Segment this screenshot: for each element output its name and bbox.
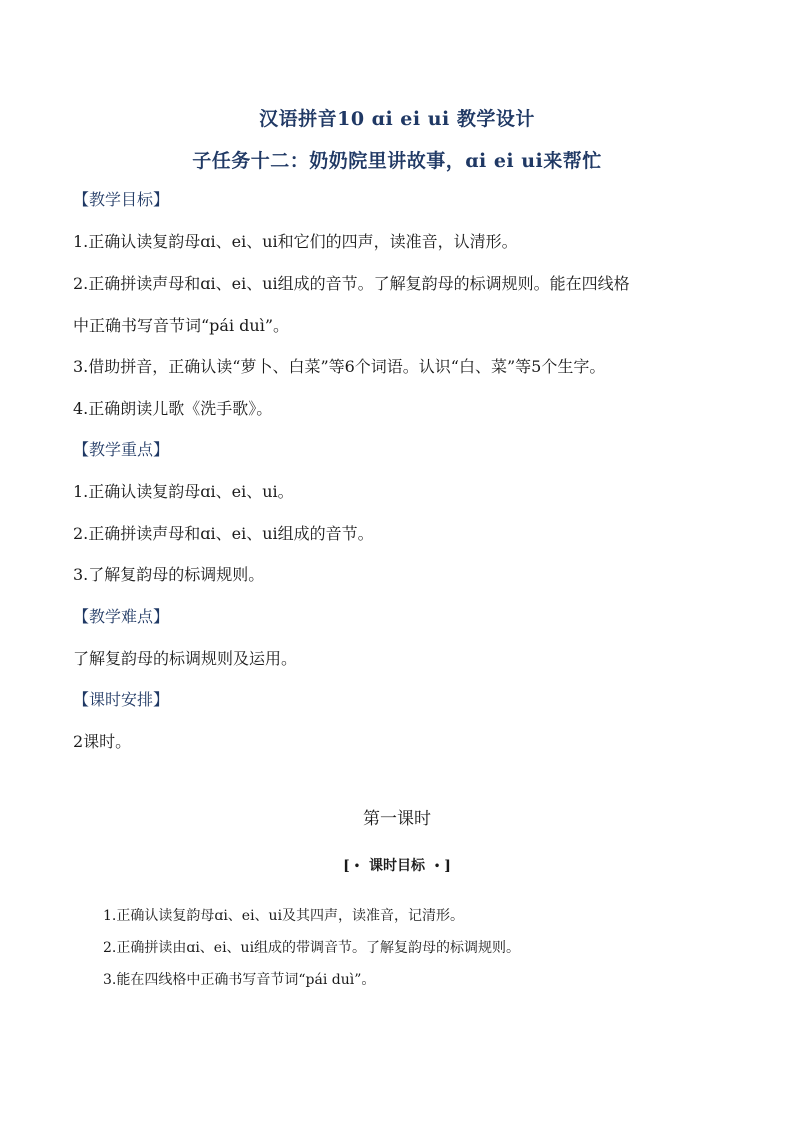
- goal-bar-label: 课时目标: [369, 858, 425, 874]
- goal-bar-dot-right: •: [433, 860, 441, 872]
- key-point-item: 1.正确认读复韵母ɑi、ei、ui。: [73, 482, 294, 501]
- schedule-heading: 【课时安排】: [73, 690, 170, 709]
- objectives-heading: 【教学目标】: [73, 190, 170, 209]
- objective-item: 2.正确拼读声母和ɑi、ei、ui组成的音节。了解复韵母的标调规则。能在四线格: [73, 274, 630, 293]
- document-subtitle: 子任务十二：奶奶院里讲故事，ɑi ei ui来帮忙: [192, 150, 602, 172]
- goal-bar-open-bracket: [: [343, 858, 350, 874]
- objective-item: 1.正确认读复韵母ɑi、ei、ui和它们的四声，读准音，认清形。: [73, 232, 518, 251]
- key-point-item: 2.正确拼读声母和ɑi、ei、ui组成的音节。: [73, 524, 374, 543]
- difficulty-item: 了解复韵母的标调规则及运用。: [73, 649, 298, 668]
- lesson-goal-bar: [0, 855, 794, 875]
- lesson-goal-item: 1.正确认读复韵母ɑi、ei、ui及其四声，读准音，记清形。: [103, 908, 465, 924]
- goal-bar-close-bracket: ]: [444, 858, 451, 874]
- objective-item: 中正确书写音节词“pái duì”。: [73, 316, 290, 335]
- objective-item: 4.正确朗读儿歌《洗手歌》。: [73, 399, 273, 418]
- key-points-heading: 【教学重点】: [73, 440, 170, 459]
- key-point-item: 3.了解复韵母的标调规则。: [73, 565, 265, 584]
- goal-bar-dot-left: •: [353, 860, 361, 872]
- objective-item: 3.借助拼音，正确认读“萝卜、白菜”等6个词语。认识“白、菜”等5个生字。: [73, 357, 606, 376]
- lesson-goal-item: 3.能在四线格中正确书写音节词“pái duì”。: [103, 972, 376, 988]
- lesson-title: 第一课时: [363, 809, 431, 829]
- lesson-goal-item: 2.正确拼读由ɑi、ei、ui组成的带调音节。了解复韵母的标调规则。: [103, 940, 521, 956]
- schedule-item: 2课时。: [73, 732, 132, 751]
- difficulties-heading: 【教学难点】: [73, 607, 170, 626]
- document-title: 汉语拼音10 ɑi ei ui 教学设计: [259, 108, 535, 130]
